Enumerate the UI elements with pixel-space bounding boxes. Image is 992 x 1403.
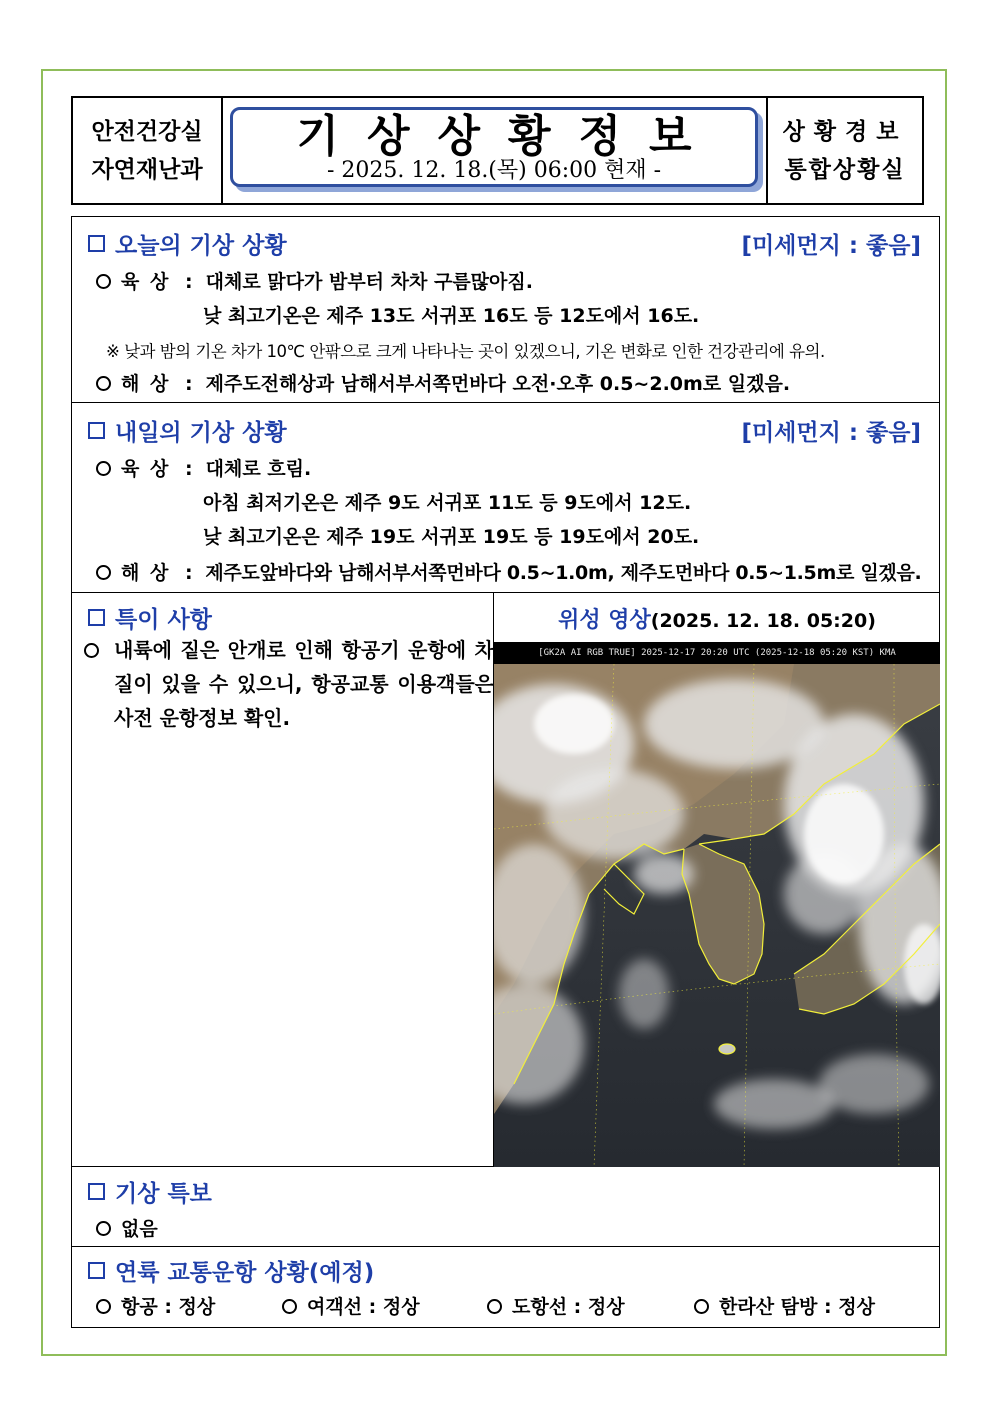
tomorrow-land-label: 육 상 (121, 458, 171, 480)
today-sea-label: 해 상 (121, 373, 171, 395)
tomorrow-land-line2: 아침 최저기온은 제주 9도 서귀포 11도 등 9도에서 12도. (203, 492, 692, 514)
transport-item-label: 항공 : 정상 (121, 1296, 216, 1318)
satellite-date: (2025. 12. 18. 05:20) (650, 610, 876, 632)
circle-bullet-icon (96, 1299, 111, 1314)
divider (72, 402, 939, 403)
warning-heading (88, 1175, 212, 1208)
transport-heading-text: 연륙 교통운항 상황(예정) (115, 1260, 375, 1286)
transport-item-ferry (282, 1292, 420, 1319)
transport-item-islet-ferry (487, 1292, 625, 1319)
checkbox-icon (88, 1262, 105, 1279)
satellite-caption: [GK2A AI RGB TRUE] 2025-12-17 20:20 UTC (2025-12-18 05:20 KST) KMA (494, 642, 940, 664)
transport-item-label: 여객선 : 정상 (307, 1296, 420, 1318)
transport-heading (88, 1254, 374, 1287)
today-land-line2: 낮 최고기온은 제주 13도 서귀포 16도 등 12도에서 16도. (203, 305, 700, 327)
divider (72, 592, 939, 593)
warning-value: 없음 (121, 1218, 158, 1240)
today-sea-row: 해 상 : 제주도전해상과 남해서부서쪽먼바다 오전·오후 0.5~2.0m로 일겠음. (96, 369, 790, 396)
tomorrow-sea-label: 해 상 (121, 562, 171, 584)
department-line1: 안전건강실 (91, 118, 203, 145)
circle-bullet-icon (96, 461, 111, 476)
document-header (71, 96, 924, 205)
office-line1: 상황경보 (782, 118, 908, 145)
today-dust-status: [미세먼지 : 좋음] (741, 233, 921, 259)
satellite-image (494, 642, 940, 1167)
circle-bullet-icon (96, 376, 111, 391)
satellite-picture (494, 664, 940, 1167)
transport-item-air (96, 1292, 215, 1319)
title-box (230, 107, 758, 187)
satellite-heading-text: 위성 영상 (558, 608, 651, 633)
office-box (766, 98, 922, 203)
transport-item-label: 한라산 탐방 : 정상 (719, 1296, 875, 1318)
weather-table (71, 216, 940, 1328)
department-box (73, 98, 223, 203)
page-title: 기상상황정보 (296, 111, 720, 162)
today-heading (88, 227, 287, 260)
tomorrow-land-row: 육 상 : 대체로 흐림. (96, 454, 311, 481)
circle-bullet-icon (487, 1299, 502, 1314)
circle-bullet-icon (96, 1221, 111, 1236)
transport-item-hallasan (694, 1292, 875, 1319)
today-heading-text: 오늘의 기상 상황 (115, 233, 287, 259)
transport-item-label: 도항선 : 정상 (512, 1296, 625, 1318)
tomorrow-heading-text: 내일의 기상 상황 (115, 420, 287, 446)
special-heading-text: 특이 사항 (115, 607, 212, 633)
circle-bullet-icon (96, 274, 111, 289)
tomorrow-sea-row: 해 상 : 제주도앞바다와 남해서부서쪽먼바다 0.5~1.0m, 제주도먼바다 0.5~1.5m로 일겠음. (96, 558, 921, 585)
office-line2: 통합상황실 (784, 156, 906, 183)
today-land-line1: 대체로 맑다가 밤부터 차차 구름많아짐. (205, 271, 533, 293)
divider (72, 1246, 939, 1247)
report-datetime: - 2025. 12. 18.(목) 06:00 현재 - (326, 158, 662, 183)
today-note: ※ 낮과 밤의 기온 차가 10℃ 안팎으로 크게 나타나는 곳이 있겠으니, 기온 변화로 인한 건강관리에 유의. (106, 342, 825, 361)
department-line2: 자연재난과 (91, 156, 203, 183)
today-land-label: 육 상 (121, 271, 171, 293)
circle-bullet-icon (84, 643, 99, 658)
tomorrow-land-line3: 낮 최고기온은 제주 19도 서귀포 19도 등 19도에서 20도. (203, 526, 700, 548)
tomorrow-land-line1: 대체로 흐림. (205, 458, 312, 480)
checkbox-icon (88, 422, 105, 439)
checkbox-icon (88, 235, 105, 252)
today-land-row: 육 상 : 대체로 맑다가 밤부터 차차 구름많아짐. (96, 267, 533, 294)
special-heading (88, 601, 212, 634)
satellite-heading (494, 603, 940, 634)
special-note-text: 내륙에 짙은 안개로 인해 항공기 운항에 차질이 있을 수 있으니, 항공교통 이용객들은 사전 운항정보 확인. (114, 638, 494, 730)
warning-heading-text: 기상 특보 (115, 1181, 212, 1207)
circle-bullet-icon (282, 1299, 297, 1314)
tomorrow-dust-status: [미세먼지 : 좋음] (741, 420, 921, 446)
today-sea-line: 제주도전해상과 남해서부서쪽먼바다 오전·오후 0.5~2.0m로 일겠음. (205, 373, 791, 395)
checkbox-icon (88, 1183, 105, 1200)
tomorrow-sea-line: 제주도앞바다와 남해서부서쪽먼바다 0.5~1.0m, 제주도먼바다 0.5~1.5m로 일겠음. (205, 562, 922, 584)
circle-bullet-icon (96, 565, 111, 580)
checkbox-icon (88, 609, 105, 626)
tomorrow-heading (88, 414, 287, 447)
warning-row (96, 1214, 158, 1241)
circle-bullet-icon (694, 1299, 709, 1314)
